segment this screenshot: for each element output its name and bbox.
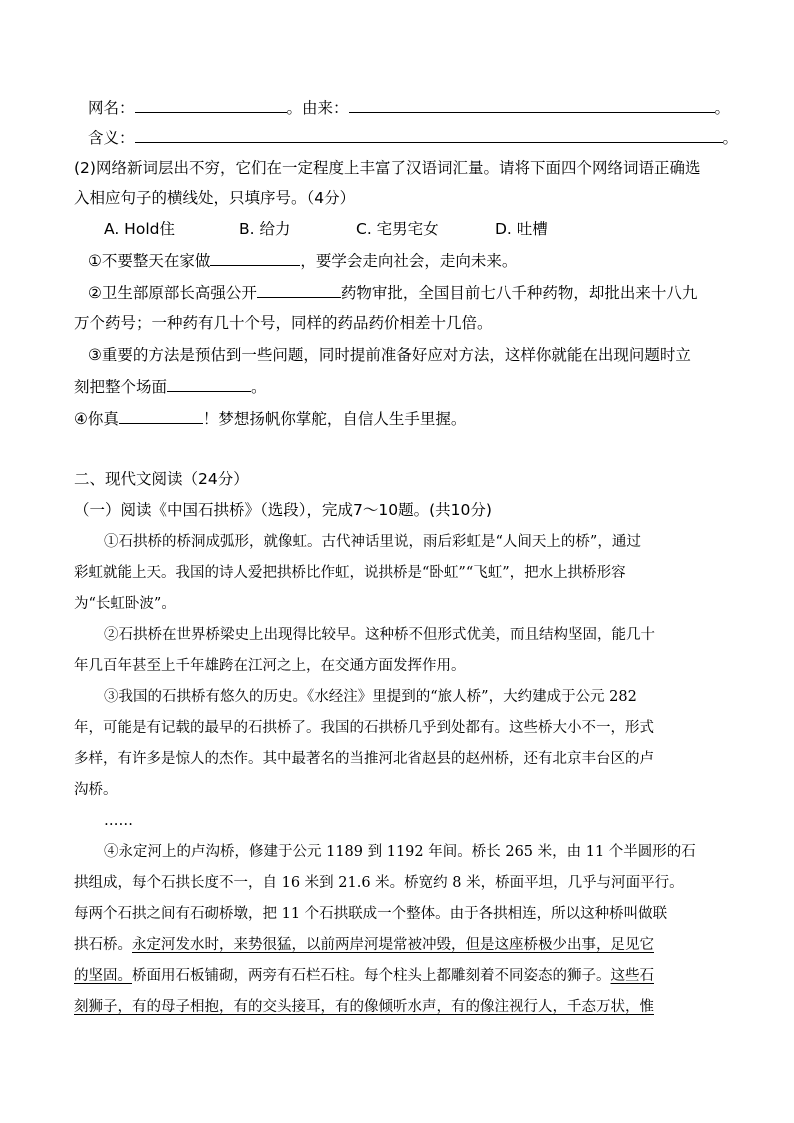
q2-intro-line1: (2)网络新词层出不穷，它们在一定程度上丰富了汉语词汇量。请将下面四个网络词语正确选 [74,159,701,177]
passage-line [74,996,654,1018]
passage-text: 桥面用石板铺砌，两旁有石栏石柱。每个柱头上都雕刻着不同姿态的狮子。 [132,968,611,984]
sentence-text: 药物审批，全国目前七八千种药物，却批出来十八九 [340,284,698,302]
q2-options [104,218,548,240]
option-c: C. 宅男宅女 [356,220,439,238]
sentence-1-blank[interactable] [210,249,300,266]
sentence-text: ④你真 [74,410,119,428]
passage-line: ④永定河上的卢沟桥，修建于公元 1189 到 1192 年间。桥长 265 米，由 11 个半圆形的石 [104,844,696,860]
passage-line: 沟桥。 [74,782,118,798]
sentence-text: 刻把整个场面 [74,378,168,396]
period: 。 [722,129,739,147]
sentence-3-line2 [74,375,267,398]
sentence-text: ①不要整天在家做 [88,252,211,270]
sentence-4 [74,407,466,430]
sentence-1 [88,249,517,272]
passage-text: 拱石桥。 [74,937,132,953]
sentence-3-blank[interactable] [167,375,251,392]
q1-meaning-row [88,126,738,149]
sentence-text: 。 [251,378,267,396]
sentence-text: ！梦想扬帆你掌舵，自信人生手里握。 [202,410,467,428]
sentence-2 [88,281,697,304]
meaning-blank[interactable] [135,126,723,143]
passage-line: ③我国的石拱桥有悠久的历史。《水经注》里提到的“旅人桥”，大约建成于公元 282 [104,689,637,705]
period: 。 [714,99,731,117]
passage-line: 每两个石拱之间有石砌桥墩，把 11 个石拱联成一个整体。由于各拱相连，所以这种桥叫做联 [74,906,668,922]
origin-label: 由来： [302,99,349,117]
underlined-text: 这些石 [610,968,654,984]
underlined-text: 永定河发水时，来势很猛，以前两岸河堤常被冲毁，但是这座桥极少出事，足见它 [132,937,654,953]
name-label: 网名： [88,99,135,117]
underlined-text: 的坚固。 [74,968,132,984]
passage-line: ①石拱桥的桥洞成弧形，就像虹。古代神话里说，雨后彩虹是“人间天上的桥”，通过 [104,534,641,550]
section-heading: 二、现代文阅读（24分） [74,470,249,488]
underlined-text: 刻狮子，有的母子相抱，有的交头接耳，有的像倾听水声，有的像注视行人，千态万状，惟 [74,999,654,1015]
passage-line [74,965,654,987]
sentence-2-line2: 万个药号；一种药有几十个号，同样的药品药价相差十几倍。 [74,314,493,332]
ellipsis: …… [104,813,133,829]
passage-line: ②石拱桥在世界桥梁史上出现得比较早。这种桥不但形式优美，而且结构坚固，能几十 [104,627,655,643]
sentence-2-blank[interactable] [257,281,341,298]
passage-line: 彩虹就能上天。我国的诗人爱把拱桥比作虹，说拱桥是“卧虹”“飞虹”，把水上拱桥形容 [74,565,626,581]
passage-line: 多样，有许多是惊人的杰作。其中最著名的当推河北省赵县的赵州桥，还有北京丰台区的卢 [74,751,654,767]
option-b: B. 给力 [239,220,291,238]
name-blank[interactable] [135,96,287,113]
sentence-text: ②卫生部原部长高强公开 [88,284,257,302]
passage-line: 年几百年甚至上千年雄跨在江河之上，在交通方面发挥作用。 [74,658,466,674]
q1-name-row [88,96,730,119]
option-d: D. 吐槽 [495,220,548,238]
sentence-4-blank[interactable] [119,407,203,424]
meaning-label: 含义： [88,129,135,147]
section-subheading: （一）阅读《中国石拱桥》（选段），完成7～10题。(共10分) [74,501,492,519]
passage-line: 拱组成，每个石拱长度不一，自 16 米到 21.6 米。桥宽约 8 米，桥面平坦，几乎与河面平行。 [74,875,684,891]
passage-line: 为“长虹卧波”。 [74,596,176,612]
option-a: A. Hold住 [104,220,175,238]
period: 。 [286,99,303,117]
origin-blank[interactable] [349,96,715,113]
sentence-3-line1: ③重要的方法是预估到一些问题，同时提前准备好应对方法，这样你就能在出现问题时立 [88,346,691,364]
passage-line [74,934,654,956]
q2-intro-line2: 入相应句子的横线处，只填序号。（4分） [74,189,356,207]
passage-line: 年，可能是有记载的最早的石拱桥了。我国的石拱桥几乎到处都有。这些桥大小不一，形式 [74,720,654,736]
sentence-text: ，要学会走向社会，走向未来。 [300,252,518,270]
